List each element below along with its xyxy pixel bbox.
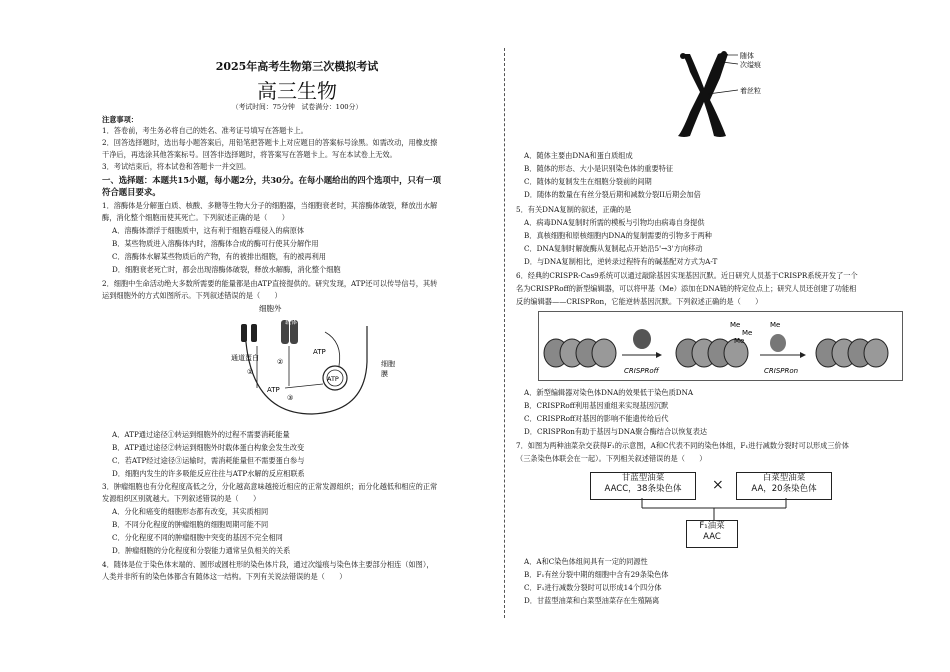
q1-option-b: B．某些物质进入溶酶体内时，溶酶体合成的酶可行使其分解作用 [112,239,319,248]
q4-option-d: D．随体的数量在有丝分裂后期和减数分裂II后期会加倍 [524,190,701,199]
q1-stem-2: 酶，消化整个细胞而使其死亡。下列叙述正确的是（ ） [102,213,289,222]
fig-atp-3: ATP [327,375,339,383]
notes-heading: 注意事项： [102,115,138,124]
q6-option-a: A．新型编辑器对染色体DNA的效果低于染色质DNA [524,388,694,397]
q2-option-b: B．ATP通过途径②转运到细胞外时载体蛋白构象会发生改变 [112,443,305,452]
q1-option-a: A．溶酶体漂浮于细胞质中，这有利于细胞吞噬侵入的病原体 [112,226,305,235]
fig-circle-3: ③ [287,394,294,402]
note-1: 1．答卷前，考生务必将自己的姓名、准考证号填写在答题卡上。 [102,126,308,135]
q3-option-a: A．分化和癌变的细胞形态都有改变，其实质相同 [112,507,269,516]
parent1-genome: AACC，38条染色体 [604,484,682,494]
q7-option-a: A．A和C染色体组间具有一定的同源性 [524,557,648,566]
exam-title: 2025年高考生物第三次模拟考试 [215,60,379,73]
parent-box-brassica-rapa [736,472,832,500]
q6-option-d: D．CRISPRon有助于基因与DNA聚合酶结合以恢复表达 [524,427,708,436]
q3-option-d: D．肿瘤细胞的分化程度和分裂能力通常呈负相关的关系 [112,546,291,555]
atp-transport-figure [227,302,397,420]
fig-atp-2: ATP [313,348,326,356]
q1-option-d: D．细胞衰老死亡时，都会出现溶酶体破裂，释放水解酶，消化整个细胞 [112,265,341,274]
q1-stem-1: 1．溶酶体是分解蛋白质、核酸、多糖等生物大分子的细胞器，当细胞衰老时，其溶酶体破裂，释放出水解 [102,201,438,210]
cross-symbol: × [712,477,724,493]
cross-lines [636,498,796,520]
fig-channel-label: 通道蛋白 [231,354,259,362]
q6-stem-3: 反的编辑器——CRISPRon，它能逆转基因沉默。下列叙述正确的是（ ） [516,297,763,306]
channel-protein-right [251,324,257,342]
fig-membrane-label-2: 膜 [381,370,388,378]
chromosome-shape [678,53,728,137]
q2-option-a: A．ATP通过途径①转运到细胞外的过程不需要消耗能量 [112,430,290,439]
q5-option-c: C．DNA复制时解旋酶从复制起点开始沿5'→3'方向移动 [524,244,703,253]
fig-satellite-label: 随体 [740,52,754,60]
parent2-genome: AA，20条染色体 [751,484,817,494]
section-heading-line2: 符合题目要求。 [102,187,161,197]
fig-crispron-label: CRISPRon [764,367,799,375]
fig-me-3: Me [734,337,745,345]
fig-crisproff-label: CRISPRoff [624,367,659,375]
nucleosomes-3 [816,339,888,367]
q5-option-b: B．真核细胞和原核细胞内DNA的复制需要的引物多于两种 [524,231,712,240]
f1-name: F₁油菜 [699,521,725,531]
q6-option-c: C．CRISPRoff对基因的影响不能遗传给后代 [524,414,669,423]
nucleosomes-1 [544,339,616,367]
note-2b: 干净后，再选涂其他答案标号。回答非选择题时，将答案写在答题卡上。写在本试卷上无效。 [102,150,397,159]
parent-box-brassica-napus [590,472,696,500]
q6-option-b: B．CRISPRoff利用基因重组来实现基因沉默 [524,401,669,410]
subject-title: 高三生物 [257,79,337,103]
parent2-name: 白菜型油菜 [762,473,806,483]
q1-option-c: C．溶酶体水解某些物质后的产物，有的被排出细胞，有的被再利用 [112,252,326,261]
fig-circle-2: ② [277,358,284,366]
q7-option-d: D．甘蓝型油菜和白菜型油菜存在生殖隔离 [524,596,660,605]
q3-stem-2: 发源组织区别就越大。下列叙述错误的是（ ） [102,494,261,503]
fig-me-2: Me [742,329,753,337]
fig-membrane-label-1: 细胞 [381,360,395,368]
chromosome-figure [666,50,766,140]
q7-stem-1: 7．如图为两种油菜杂交获得F₁的示意图，A和C代表不同的染色体组，F₁进行减数分裂时可以形成三价体 [516,441,849,450]
satellite-left [680,53,686,59]
q2-option-d: D．细胞内发生的许多吸能反应往往与ATP水解的反应相联系 [112,469,305,478]
q5-option-d: D．与DNA复制相比，逆转录过程特有的碱基配对方式为A-T [524,257,718,266]
q7-option-b: B．F₁有丝分裂中期的细胞中含有29条染色体 [524,570,669,579]
note-3: 3．考试结束后，将本试卷和答题卡一并交回。 [102,162,251,171]
fig-centromere-label: 着丝粒 [740,87,761,95]
q5-stem: 5．有关DNA复制的叙述，正确的是 [516,205,632,214]
q2-stem-1: 2．细胞中生命活动绝大多数所需要的能量都是由ATP直接提供的。研究发现，ATP还可以传导信号，其转 [102,279,438,288]
channel-protein-left [241,324,247,342]
q6-stem-1: 6．经典的CRISPR-Cas9系统可以通过敲除基因实现基因沉默。近日研究人员基于CRISPR系统开发了一个 [516,271,858,280]
q5-option-a: A．病毒DNA复制时所需的模板与引物均由病毒自身提供 [524,218,705,227]
q7-option-c: C．F₁进行减数分裂时可以形成14个四分体 [524,583,662,592]
crispr-figure [538,311,903,381]
q3-option-b: B．不同分化程度的肿瘤细胞的细胞周期可能不同 [112,520,269,529]
q4-stem-1: 4．随体是位于染色体末端的、圆形或圆柱形的染色体片段，通过次缢痕与染色体主要部分相连（如图）， [102,560,434,569]
parent1-name: 甘蓝型油菜 [621,473,665,483]
section-heading-line1: 一、选择题：本题共15小题，每小题2分，共30分。在每小题给出的四个选项中，只有一项 [102,175,442,185]
note-2a: 2．回答选择题时，选出每小题答案后，用铅笔把答题卡上对应题目的答案标号涂黑。如需改动，用橡皮擦 [102,138,438,147]
q6-stem-2: 名为CRISPRoff的新型编辑器，可以将甲基（Me）添加在DNA链的特定位点上；研究人员还创建了功能相 [516,284,857,293]
fig-atp-1: ATP [267,386,280,394]
fig-me-4: Me [770,321,781,329]
fig-circle-1: ① [247,368,254,376]
f1-box [686,520,738,548]
cell-membrane-outline [245,326,367,414]
fig-me-1: Me [730,321,741,329]
arrow-exocytosis [325,332,340,366]
q7-stem-2: （三条染色体联会在一起）。下列相关叙述错误的是（ ） [516,454,707,463]
crispron-protein [770,334,786,352]
q4-option-c: C．随体的复制发生在细胞分裂前的间期 [524,177,652,186]
satellite-right [721,51,727,57]
arrow-path-3 [285,384,323,388]
f1-genome: AAC [703,532,721,542]
fig-carrier-label: 载体 [285,319,298,326]
q3-option-c: C．分化程度不同的肿瘤细胞中突变的基因不完全相同 [112,533,283,542]
q2-stem-2: 运到细胞外的方式如图所示。下列叙述错误的是（ ） [102,291,282,300]
fig-constriction-label: 次缢痕 [740,61,761,69]
fig-outside-label: 细胞外 [259,304,282,313]
column-divider [504,48,505,618]
q4-option-b: B．随体的形态、大小是识别染色体的重要特征 [524,164,674,173]
q4-stem-2: 人类并非所有的染色体都含有随体这一结构。下列有关说法错误的是（ ） [102,572,347,581]
crisproff-protein [633,329,651,349]
q4-option-a: A．随体主要由DNA和蛋白质组成 [524,151,633,160]
q3-stem-1: 3．肿瘤细胞也有分化程度高低之分，分化越高意味越接近相应的正常发源组织；而分化越低和相应的正常 [102,482,438,491]
exam-info: （考试时间：75分钟 试卷满分：100分） [231,103,363,111]
q2-option-c: C．若ATP经过途径③运输时，需消耗能量但不需要蛋白参与 [112,456,305,465]
